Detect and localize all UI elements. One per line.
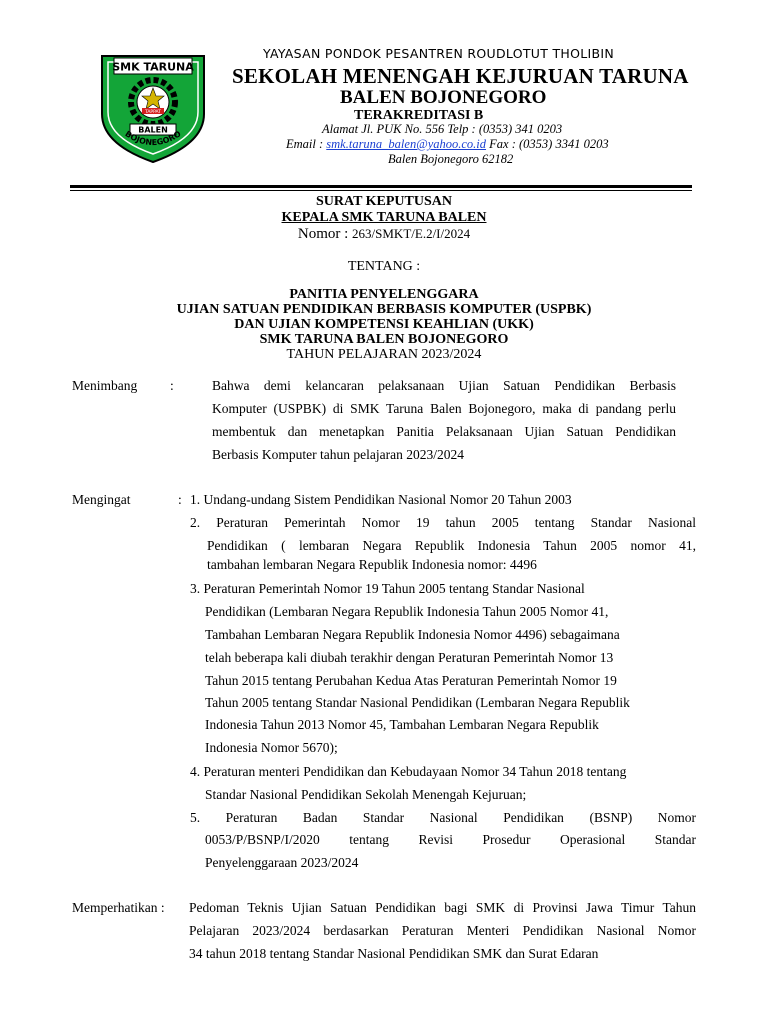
school-location: Balen Bojonegoro 62182 xyxy=(388,152,514,166)
subject-line-4: SMK TARUNA BALEN BOJONEGORO xyxy=(259,332,509,347)
memperhatikan-line: Pedoman Teknis Ujian Satuan Pendidikan bagi SMK di Provinsi Jawa Timur Tahun xyxy=(189,900,696,915)
tentang-heading: TENTANG : xyxy=(347,259,421,274)
mengingat-item-5: 0053/P/BSNP/I/2020 tentang Revisi Prosedur Operasional Standar xyxy=(205,832,696,847)
subject-line-2: UJIAN SATUAN PENDIDIKAN BERBASIS KOMPUTER (USPBK) xyxy=(176,302,592,317)
mengingat-item-3: telah beberapa kali diubah terakhir dengan Peraturan Pemerintah Nomor 13 xyxy=(205,650,614,665)
doc-title: SURAT KEPUTUSAN xyxy=(315,194,452,209)
contact-line xyxy=(286,137,609,152)
header-rule-thin xyxy=(70,190,692,191)
doc-issuer: KEPALA SMK TARUNA BALEN xyxy=(281,210,487,225)
menimbang-colon: : xyxy=(170,378,174,393)
mengingat-item-4: 4. Peraturan menteri Pendidikan dan Kebudayaan Nomor 34 Tahun 2018 tentang xyxy=(190,764,627,779)
school-city: BALEN BOJONEGORO xyxy=(340,87,547,108)
svg-text:SMK TARUNA: SMK TARUNA xyxy=(112,60,194,74)
mengingat-colon: : xyxy=(178,492,182,507)
doc-number: Nomor : 263/SMKT/E.2/I/2024 xyxy=(297,226,471,242)
mengingat-item-2: Pendidikan ( lembaran Negara Republik Indonesia Tahun 2005 nomor 41, xyxy=(207,538,696,553)
mengingat-item-3: Tambahan Lembaran Negara Republik Indonesia Nomor 4496) sebagaimana xyxy=(205,627,620,642)
svg-text:TAPPAT: TAPPAT xyxy=(144,110,162,115)
mengingat-item-1: 1. Undang-undang Sistem Pendidikan Nasional Nomor 20 Tahun 2003 xyxy=(190,492,572,507)
mengingat-item-2: tambahan lembaran Negara Republik Indonesia nomor: 4496 xyxy=(207,557,537,572)
foundation-name: YAYASAN PONDOK PESANTREN ROUDLOTUT THOLIBIN xyxy=(263,46,614,61)
mengingat-item-5: Penyelenggaraan 2023/2024 xyxy=(205,855,359,870)
email-link[interactable]: smk.taruna_balen@yahoo.co.id xyxy=(326,137,487,151)
email-label: Email : xyxy=(286,137,327,151)
school-address: Alamat Jl. PUK No. 556 Telp : (0353) 341 0203 xyxy=(322,122,563,136)
subject-line-3: DAN UJIAN KOMPETENSI KEAHLIAN (UKK) xyxy=(234,317,534,332)
mengingat-item-3: Indonesia Tahun 2013 Nomor 45, Tambahan Lembaran Negara Republik xyxy=(205,717,599,732)
svg-text:BOJONEGORO: BOJONEGORO xyxy=(123,129,183,148)
memperhatikan-line: 34 tahun 2018 tentang Standar Nasional Pendidikan SMK dan Surat Edaran xyxy=(189,946,599,961)
mengingat-item-4: Standar Nasional Pendidikan Sekolah Menengah Kejuruan; xyxy=(205,787,527,802)
header-rule-thick xyxy=(70,185,692,188)
school-name: SEKOLAH MENENGAH KEJURUAN TARUNA xyxy=(232,64,689,88)
mengingat-item-3: 3. Peraturan Pemerintah Nomor 19 Tahun 2005 tentang Standar Nasional xyxy=(190,581,585,596)
svg-text:BALEN: BALEN xyxy=(138,125,168,135)
mengingat-item-5: 5. Peraturan Badan Standar Nasional Pendidikan (BSNP) Nomor xyxy=(190,810,696,825)
mengingat-item-3: Pendidikan (Lembaran Negara Republik Indonesia Tahun 2005 Nomor 41, xyxy=(205,604,609,619)
memperhatikan-label: Memperhatikan : xyxy=(72,900,165,915)
mengingat-item-2: 2. Peraturan Pemerintah Nomor 19 tahun 2005 tentang Standar Nasional xyxy=(190,515,696,530)
mengingat-label: Mengingat xyxy=(72,492,131,507)
menimbang-line: Bahwa demi kelancaran pelaksanaan Ujian Satuan Pendidikan Berbasis xyxy=(212,378,676,393)
mengingat-item-3: Tahun 2005 tentang Standar Nasional Pendidikan (Lembaran Negara Republik xyxy=(205,695,630,710)
menimbang-label: Menimbang xyxy=(72,378,138,393)
school-logo xyxy=(92,44,214,166)
menimbang-line: Berbasis Komputer tahun pelajaran 2023/2024 xyxy=(212,447,464,462)
subject-line-5: TAHUN PELAJARAN 2023/2024 xyxy=(286,347,482,362)
menimbang-line: Komputer (USPBK) di SMK Taruna Balen Bojonegoro, maka di pandang perlu xyxy=(212,401,676,416)
mengingat-item-3: Indonesia Nomor 5670); xyxy=(205,740,338,755)
subject-line-1: PANITIA PENYELENGGARA xyxy=(289,287,479,302)
fax-text: Fax : (0353) 3341 0203 xyxy=(486,137,609,151)
mengingat-item-3: Tahun 2015 tentang Perubahan Kedua Atas Peraturan Pemerintah Nomor 19 xyxy=(205,673,617,688)
accreditation: TERAKREDITASI B xyxy=(354,108,484,123)
memperhatikan-line: Pelajaran 2023/2024 berdasarkan Peraturan Menteri Pendidikan Nasional Nomor xyxy=(189,923,696,938)
menimbang-line: membentuk dan menetapkan Panitia Pelaksanaan Ujian Satuan Pendidikan xyxy=(212,424,676,439)
